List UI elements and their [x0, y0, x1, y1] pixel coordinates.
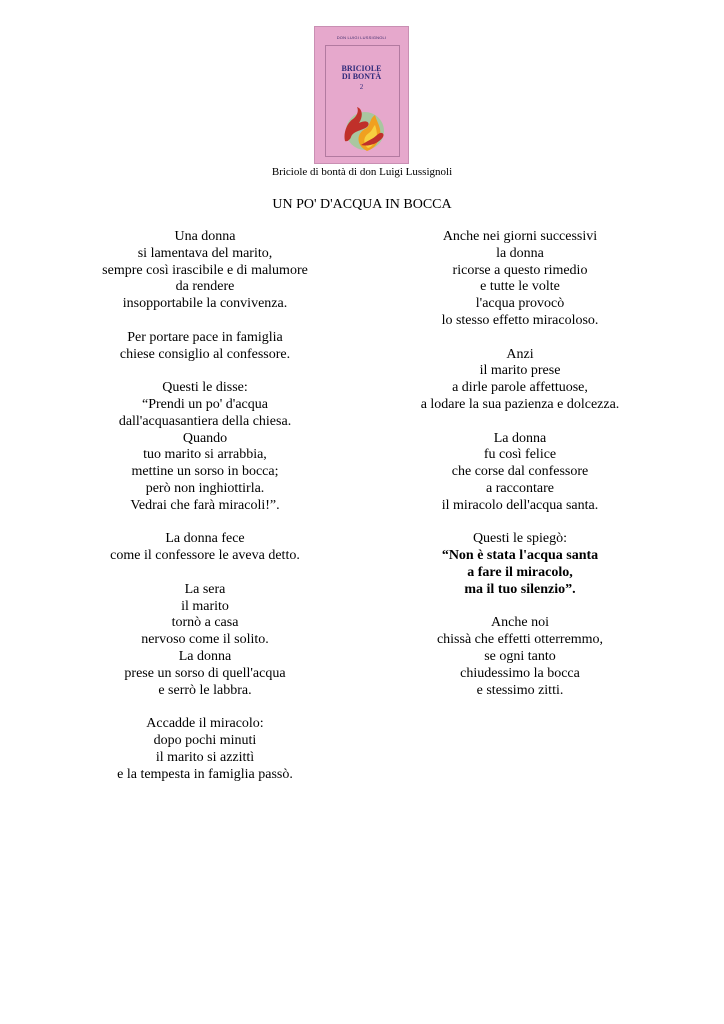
poem-line: nervoso come il solito. [141, 632, 269, 648]
poem-line: l'acqua provocò [475, 296, 565, 312]
stanza [60, 531, 350, 565]
right-column [380, 229, 660, 716]
cover-author: DON LUIGI LUSSIGNOLI [336, 35, 387, 40]
poem-line: Quando [182, 430, 228, 446]
poem-line: tornò a casa [171, 615, 239, 631]
poem-line: La donna fece [165, 531, 245, 547]
poem-line: dopo pochi minuti [153, 732, 257, 748]
stanza [380, 431, 660, 515]
poem-line: e la tempesta in famiglia passò. [117, 766, 293, 782]
poem-line: prese un sorso di quell'acqua [124, 665, 286, 681]
poem-line: il marito si azzittì [155, 749, 255, 765]
poem-line: se ogni tanto [484, 648, 556, 664]
cover-title-line1: BRICIOLE [341, 64, 382, 73]
stanza [60, 582, 350, 700]
stanza [380, 615, 660, 699]
poem-line-bold: ma il tuo silenzio”. [464, 581, 576, 597]
hands-flame-icon [337, 101, 389, 153]
poem-line: Anche nei giorni successivi [442, 229, 598, 244]
stanza [380, 229, 660, 330]
poem-line: chiese consiglio al confessore. [119, 346, 291, 362]
cover-title [315, 65, 408, 81]
poem-line: mettine un sorso in bocca; [131, 464, 279, 480]
poem-line: da rendere [175, 279, 235, 295]
stanza [380, 531, 660, 598]
poem-line: Per portare pace in famiglia [127, 329, 283, 345]
poem-line: chissà che effetti otterremmo, [436, 632, 604, 648]
poem-line: però non inghiottirla. [145, 480, 265, 496]
poem-line: la donna [496, 245, 544, 261]
poem-line: si lamentava del marito, [137, 245, 273, 261]
poem-line: lo stesso effetto miracoloso. [441, 312, 599, 328]
stanza [60, 716, 350, 783]
page-title: UN PO' D'ACQUA IN BOCCA [272, 197, 452, 212]
poem-line: chiudessimo la bocca [460, 665, 580, 681]
poem-line: Vedrai che farà miracoli!”. [130, 497, 280, 513]
poem-line: il marito [181, 598, 229, 614]
poem-line: a lodare la sua pazienza e dolcezza. [420, 396, 620, 412]
poem-line: tuo marito si arrabbia, [143, 447, 267, 463]
poem-line: Anche noi [491, 615, 549, 631]
poem-line: Una donna [174, 229, 236, 244]
poem-line: sempre così irascibile e di malumore [102, 262, 308, 278]
cover-title-line2: DI BONTÀ [341, 72, 382, 81]
poem-line: e stessimo zitti. [476, 682, 564, 698]
poem-line: che corse dal confessore [451, 464, 589, 480]
poem-line-bold: “Non è stata l'acqua santa [441, 548, 599, 564]
cover-volume-number: 2 [359, 83, 364, 91]
poem-line: a dirle parole affettuose, [452, 380, 588, 396]
stanza [60, 229, 350, 313]
poem-line: insopportabile la convivenza. [122, 296, 288, 312]
poem-line: il miracolo dell'acqua santa. [441, 497, 599, 513]
book-cover-image [314, 26, 409, 164]
poem-line: La donna [178, 648, 232, 664]
poem-line: e tutte le volte [480, 279, 560, 295]
poem-line: La donna [493, 430, 547, 446]
poem-line: e serrò le labbra. [158, 682, 252, 698]
poem-line: a raccontare [486, 480, 554, 496]
poem-line: fu così felice [483, 447, 557, 463]
stanza [60, 330, 350, 364]
left-column [60, 229, 350, 800]
poem-line: Questi le disse: [162, 380, 248, 396]
stanza [60, 380, 350, 514]
poem-line: il marito prese [479, 363, 561, 379]
poem-line-bold: a fare il miracolo, [467, 564, 573, 580]
poem-line: come il confessore le aveva detto. [110, 548, 300, 564]
poem-line: Anzi [506, 346, 534, 362]
poem-line: La sera [184, 581, 226, 597]
poem-line: dall'acquasantiera della chiesa. [118, 413, 292, 429]
cover-caption: Briciole di bontà di don Luigi Lussignoli [271, 166, 453, 178]
poem-line: ricorse a questo rimedio [452, 262, 588, 278]
poem-line: “Prendi un po' d'acqua [142, 396, 268, 412]
poem-line: Questi le spiegò: [472, 531, 568, 547]
poem-line: Accadde il miracolo: [146, 716, 264, 732]
stanza [380, 347, 660, 414]
